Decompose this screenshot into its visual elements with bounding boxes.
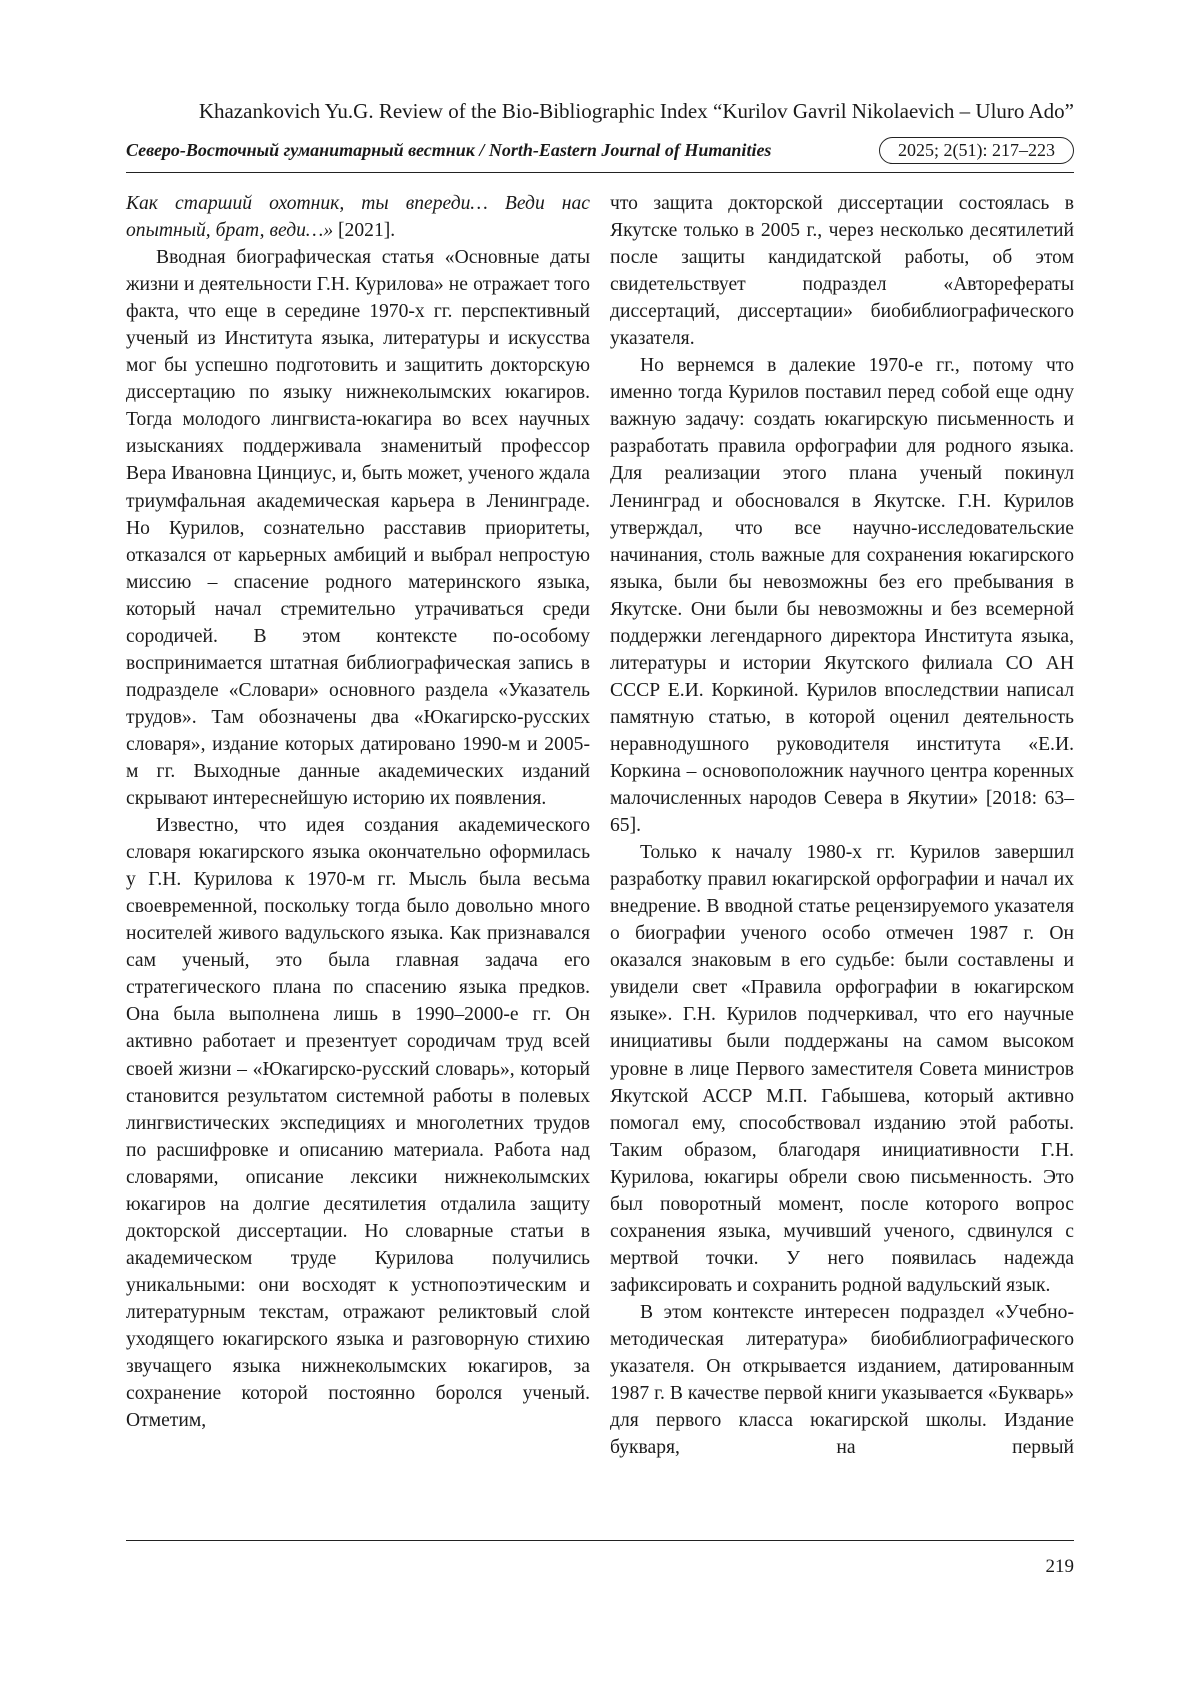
- header-divider: [126, 172, 1074, 173]
- journal-title: Северо-Восточный гуманитарный вестник / North-Eastern Journal of Humanities: [126, 139, 772, 160]
- running-header-article: Khazankovich Yu.G. Review of the Bio-Bibliographic Index “Kurilov Gavril Nikolaevich – Uluro Ado”: [198, 99, 1074, 123]
- right-column: [610, 190, 1074, 1528]
- issue-badge: 2025; 2(51): 217–223: [879, 137, 1074, 164]
- paragraph: [126, 190, 590, 244]
- epigraph-quote: Как старший охотник, ты впереди… Веди нас опытный, брат, веди…»: [126, 193, 590, 242]
- paragraph: Вводная биографическая статья «Основные даты жизни и деятельности Г.Н. Курилова» не отражает того факта, что еще в середине 1970-х гг. перспективный ученый из Института языка, литературы и искусства мог бы успешно подготовить и защитить докторскую диссертацию по языку нижнеколымских юкагиров. Тогда молодого лингвиста-юкагира во всех научных изысканиях поддерживала знаменитый профессор Вера Ивановна Цинциус, и, быть может, ученого ждала триумфальная академическая карьера в Ленинграде. Но Курилов, сознательно расставив приоритеты, отказался от карьерных амбиций и выбрал непростую миссию – спасение родного материнского языка, который начал стремительно утрачиваться среди сородичей. В этом контексте по-особому воспринимается штатная библиографическая запись в подразделе «Словари» основного раздела «Указатель трудов». Там обозначены два «Юкагирско-русских словаря», издание которых датировано 1990-м и 2005-м гг. Выходные данные академических изданий скрывают интереснейшую историю их появления.: [126, 247, 590, 810]
- citation: [2021].: [333, 220, 396, 242]
- page-number: 219: [1045, 1556, 1074, 1577]
- article-body: [126, 190, 1074, 1528]
- paragraph: что защита докторской диссертации состоялась в Якутске только в 2005 г., через несколько десятилетий после защиты кандидатской работы, об этом свидетельствует подраздел «Авторефераты диссертаций, диссертации» биобиблиографического указателя.: [610, 193, 1074, 350]
- paragraph: В этом контексте интересен подраздел «Учебно-методическая литература» биобиблиографического указателя. Он открывается изданием, датированным 1987 г. В качестве первой книги указывается «Букварь» для первого класса юкагирской школы. Издание букваря, на первый: [610, 1301, 1074, 1459]
- paragraph: Только к началу 1980-х гг. Курилов завершил разработку правил юкагирской орфографии и начал их внедрение. В вводной статье рецензируемого указателя о биографии ученого особо отмечен 1987 г. Он оказался знаковым в его судьбе: были составлены и увидели свет «Правила орфографии в юкагирском языке». Г.Н. Курилов подчеркивал, что его научные инициативы были поддержаны на самом высоком уровне в лице Первого заместителя Совета министров Якутской АССР М.П. Габышева, который активно помогал ему, способствовал изданию этой работы. Таким образом, благодаря инициативности Г.Н. Курилова, юкагиры обрели свою письменность. Это был поворотный момент, после которого вопрос сохранения языка, мучивший ученого, сдвинулся с мертвой точки. У него появилась надежда зафиксировать и сохранить родной вадульский язык.: [610, 842, 1074, 1296]
- left-column: [126, 190, 590, 1528]
- paragraph: Известно, что идея создания академического словаря юкагирского языка окончательно оформилась у Г.Н. Курилова к 1970-м гг. Мысль была весьма своевременной, поскольку тогда было довольно много носителей живого вадульского языка. Как признавался сам ученый, это была главная задача его стратегического плана по спасению языка предков. Она была выполнена лишь в 1990–2000-е гг. Он активно работает и презентует сородичам труд всей своей жизни – «Юкагирско-русский словарь», который становится результатом системной работы в полевых лингвистических экспедициях и многолетних трудов по расшифровке и описанию материала. Работа над словарями, описание лексики нижнеколымских юкагиров на долгие десятилетия отдалила защиту докторской диссертации. Но словарные статьи в академическом труде Курилова получились уникальными: они восходят к устнопоэтическим и литературным текстам, отражают реликтовый слой уходящего юкагирского языка и разговорную стихию звучащего языка нижнеколымских юкагиров, за сохранение которой постоянно боролся ученый. Отметим,: [126, 815, 590, 1432]
- paragraph: Но вернемся в далекие 1970-е гг., потому что именно тогда Курилов поставил перед собой еще одну важную задачу: создать юкагирскую письменность и разработать правила орфографии для родного языка. Для реализации этого плана ученый покинул Ленинград и обосновался в Якутске. Г.Н. Курилов утверждал, что все научно-исследовательские начинания, столь важные для сохранения юкагирского языка, были бы невозможны без его пребывания в Якутске. Они были бы невозможны и без всемерной поддержки легендарного директора Института языка, литературы и истории Якутского филиала СО АН СССР Е.И. Коркиной. Курилов впоследствии написал памятную статью, в которой оценил деятельность неравнодушного руководителя института «Е.И. Коркина – основоположник научного центра коренных малочисленных народов Севера в Якутии» [2018: 63–65].: [610, 355, 1074, 837]
- footer-divider: [126, 1540, 1074, 1541]
- running-header-journal: [126, 132, 1074, 168]
